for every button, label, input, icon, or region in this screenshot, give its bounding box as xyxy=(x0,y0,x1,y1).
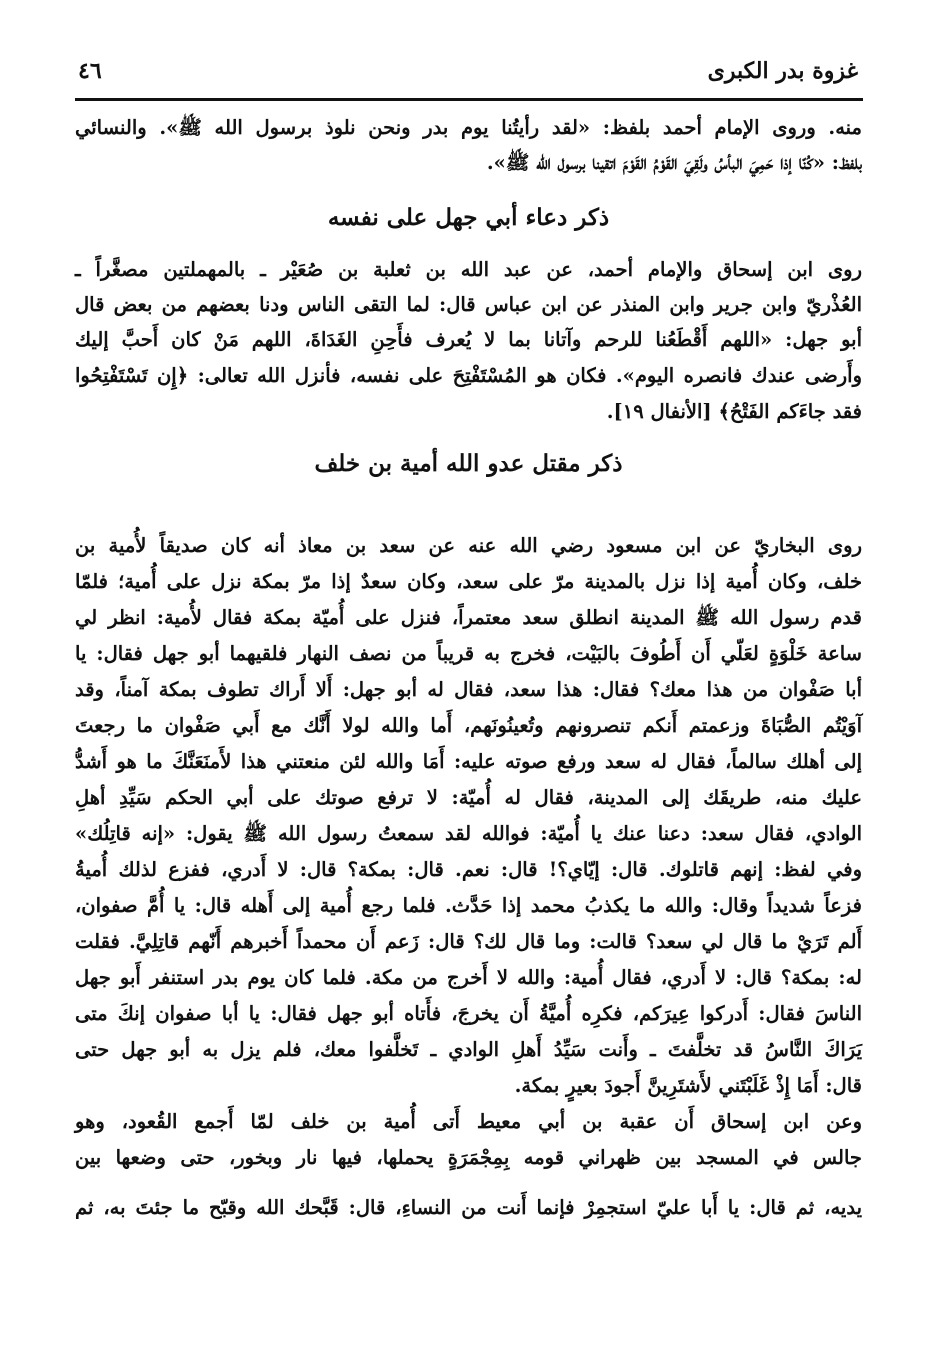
header-rule xyxy=(75,98,863,101)
text-line: آوَيْتُم الصُّبَاةَ وزعمتم أَنكم تنصرونهم وتُعينُونَهم، أَما والله لولا أَنَّك مع أَبي صَفْوان ما رجعتَ xyxy=(75,714,862,737)
text-line: وفي لفظ: إنهم قاتلوك. قال: إيّاي؟! قال: نعم. قال: بمكة؟ قال: لا أَدري، ففزع لذلك أُميةُ xyxy=(75,858,862,881)
text-line: العُذْريّ وابن جرير وابن المنذر عن ابن عباس قال: لما التقى الناس ودنا بعضهم من بعض قال xyxy=(75,293,862,316)
text-line: فقد جاءَكم الفَتْحُ﴾ [الأنفال ١٩]. xyxy=(606,400,862,423)
text-line: الناسَ فقال: أَدركوا عِيرَكم، فكرِه أُميَّةُ أَن يخرجَ، فأَتاه أبو جهل فقال: يا أبا صفوان إنكَ متى xyxy=(75,1002,862,1025)
text-line: إلى أهلك سالماً، فقال له سعد ورفع صوته عليه: أَمَا والله لئن منعتني هذا لأَمنَعَنَّكَ ما هو أَشدُّ xyxy=(75,750,862,773)
text-line: جالس في المسجد بين ظهراني قومه بِمِجْمَرَةٍ يحملها، فيها نار وبخور، حتى وضعها بين xyxy=(75,1146,862,1169)
running-title: غزوة بدر الكبرى xyxy=(707,58,858,84)
text-line: قدم رسول الله ﷺ المدينة انطلق سعد معتمراً، فنزل على أُميّة بمكة فقال لأُمية: انظر لي xyxy=(75,606,862,629)
text-line: يديه، ثم قال: يا أَبا عليّ استجمِرْ فإنما أَنت من النساءِ، قال: قَبَّحك الله وقبّح ما جئتَ به، ثم xyxy=(75,1196,862,1219)
text-line: فزعاً شديداً وقال: والله ما يكذبُ محمد إذا حَدَّث. فلما رجع أُمية إلى أَهله قال: يا أُمَّ صفوان، xyxy=(75,894,862,917)
text-line: عليك منه، طريقَك إلى المدينة، فقال له أُميّة: لا ترفع صوتك على أبي الحكم سَيِّدِ أهلِ xyxy=(75,786,862,809)
text-line: الوادي، فقال سعد: دعنا عنك يا أُميّة: فوالله لقد سمعتُ رسول الله ﷺ يقول: «إنه قاتِلُك» xyxy=(75,822,862,845)
text-line: أَلم تَرَيْ ما قال لي سعد؟ قالت: وما قال لك؟ قال: زَعم أَن محمداً أَخبرهم أَنّهم قاتِلِيَّ. فقلت xyxy=(75,930,862,953)
text-line: روى ابن إسحاق والإمام أحمد، عن عبد الله بن ثعلبة بن صُعَيْر ـ بالمهملتين مصغَّراً ـ xyxy=(75,258,862,281)
text-line: أبا صَفْوان من هذا معك؟ فقال: هذا سعد، فقال له أبو جهل: أَلا أَراك تطوف بمكة آمناً، وقد xyxy=(75,678,862,701)
text-line: بلفظ: «كُنّا إذا حَمِيَ البأسُ ولَقِيَ القَوْمُ القَوْمَ اتقينا برسول الله ﷺ». xyxy=(486,151,862,174)
text-line: ساعة خَلْوَةٍ لعَلّي أَن أَطُوفَ بالبَيْت، فخرج به قريباً من نصف النهار فلقيهما أبو جهل فقال: يا xyxy=(75,642,862,665)
text-line: روى البخاريّ عن ابن مسعود رضي الله عنه عن سعد بن معاذ أنه كان صديقاً لأُمية بن xyxy=(75,534,862,557)
text-line: له: بمكة؟ قال: لا أَدري، فقال أُمية: والله لا أَخرج من مكة. فلما كان يوم بدر استنفر أَبو جهل xyxy=(75,966,862,989)
text-line: قال: أَمَا إِذْ غَلَبْتَني لأَشتَرِينَّ أَجودَ بعيرٍ بمكة. xyxy=(514,1074,862,1097)
text-line: أبو جهل: «اللهم أَقْطَعُنا للرحم وآتانا بما لا يُعرف فأَحِنِ الغَدَاةَ، اللهم مَنْ كان أَحبَّ إليك xyxy=(75,328,862,351)
section-heading: ذكر دعاء أبي جهل على نفسه xyxy=(327,204,610,231)
text-line: يَرَاكَ النَّاسُ قد تخلَّفتَ ـ وأَنت سَيِّدُ أَهلِ الوادي ـ تَخلَّفوا معك، فلم يزل به أبو جهل حتى xyxy=(75,1038,862,1061)
text-line: وأَرضى عندك فانصره اليوم». فكان هو المُسْتَفْتِحَ على نفسه، فأنزل الله تعالى: ﴿إِن تَسْتَفْتِحُوا xyxy=(75,364,862,387)
text-line: منه. وروى الإمام أحمد بلفظ: «لقد رأيتُنا يوم بدر ونحن نلوذ برسول الله ﷺ». والنسائي xyxy=(75,116,862,139)
page-number: ٤٦ xyxy=(78,58,102,84)
text-line: خلف، وكان أُمية إذا نزل بالمدينة مرّ على سعد، وكان سعدٌ إذا مرّ بمكة نزل على أُمية؛ فلمّا xyxy=(75,570,862,593)
section-heading: ذكر مقتل عدو الله أمية بن خلف xyxy=(314,450,623,477)
text-line: وعن ابن إسحاق أَن عقبة بن أبي معيط أَتى أُمية بن خلف لمّا أَجمع القُعود، وهو xyxy=(75,1110,862,1133)
